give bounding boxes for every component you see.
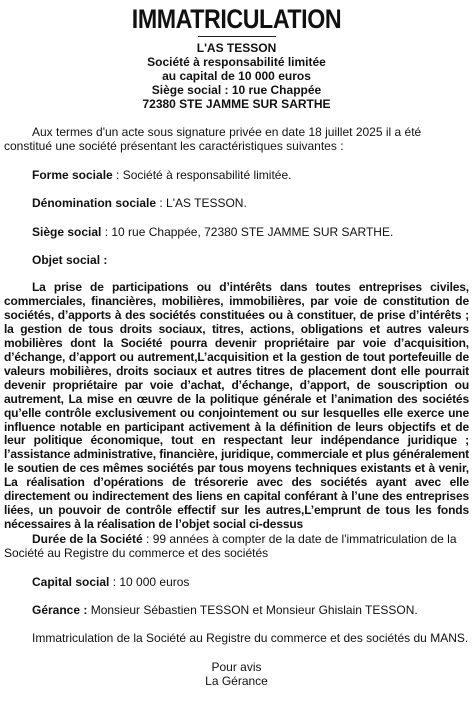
- legal-notice: [0, 4, 473, 721]
- duree-value: : 99 années à compter de la date de l'immatriculation de la Société au Registre du commerce et des sociétés: [4, 531, 457, 561]
- pour-avis: Pour avis: [211, 659, 262, 674]
- gerance-label: Gérance :: [32, 602, 88, 617]
- forme-sociale-value: : Société à responsabilité limitée.: [112, 167, 292, 182]
- duree-societe: [4, 532, 469, 561]
- siege-value: : 10 rue Chappée, 72380 STE JAMME SUR SARTHE.: [101, 224, 394, 239]
- immatriculation-statement: Immatriculation de la Société au Registre du commerce et des sociétés du MANS.: [32, 631, 469, 646]
- company-header: [4, 41, 469, 111]
- denomination-label: Dénomination sociale: [32, 196, 157, 211]
- gerance-value: Monsieur Sébastien TESSON et Monsieur Ghislain TESSON.: [87, 602, 418, 617]
- gerance: [4, 603, 469, 617]
- objet-label: Objet social :: [32, 253, 108, 268]
- company-capital: au capital de 10 000 euros: [162, 69, 311, 83]
- capital-label: Capital social: [32, 574, 110, 589]
- la-gerance: La Gérance: [205, 673, 268, 688]
- forme-sociale-label: Forme sociale: [32, 167, 113, 182]
- siege-social: [4, 225, 469, 239]
- capital-value: : 10 000 euros: [109, 574, 190, 589]
- duree-label: Durée de la Société: [32, 531, 143, 546]
- capital-social: [4, 575, 469, 589]
- company-form: Société à responsabilité limitée: [147, 55, 326, 69]
- objet-social-heading: [4, 253, 469, 267]
- forme-sociale: [4, 168, 469, 182]
- siege-label: Siège social: [32, 224, 102, 239]
- denomination-sociale: [4, 196, 469, 210]
- objet-social-text: La prise de participations ou d’intérêts dans toutes entreprises civiles, commerciales, financières, mobilières, immobilières, par voie de constitution de sociétés, d’apports à des sociétés constituées ou à constituer, de prise d’intérêts ; la gestion de tous droits sociaux, titres, actions, obligations et autres valeurs mobilières dont la Société pourra devenir propriétaire par voie d’acquisition, d’échange, d’apport ou autrement,L’acquisition et la gestion de tout portefeuille de valeurs mobilières, droits sociaux et autres titres de placement dont elle pourrait devenir propriétaire par voie d’achat, d’échange, d’apport, de souscription ou autrement, La mise en œuvre de la politique générale et l’animation des sociétés qu’elle contrôle exclusivement ou conjointement ou sur lesquelles elle exerce une influence notable en participant activement à la définition de leurs objectifs et de leur politique économique, tout en respectant leur indépendance juridique ; l’assistance administrative, financière, juridique, commerciale et plus généralement le soutien de ces mêmes sociétés par tous moyens techniques existants et à venir, La réalisation d’opérations de trésorerie avec des sociétés ayant avec elle directement ou indirectement des liens en capital conférant à l’une des entreprises liées, un pouvoir de contrôle effectif sur les autres,L’emprunt de tous les fonds nécessaires à la réalisation de l’objet social ci-dessus: [4, 280, 469, 531]
- intro-paragraph: Aux termes d'un acte sous signature privée en date 18 juillet 2025 il a été constitué une société présentant les caractéristiques suivantes :: [4, 125, 422, 154]
- company-address-street: Siège social : 10 rue Chappée: [151, 83, 322, 97]
- denomination-value: : L'AS TESSON.: [156, 196, 247, 211]
- notice-title: IMMATRICULATION: [131, 4, 342, 34]
- title-underline: [198, 36, 276, 37]
- company-address-city: 72380 STE JAMME SUR SARTHE: [142, 97, 331, 111]
- closing-signature: [4, 660, 469, 688]
- company-name: L'AS TESSON: [196, 41, 277, 55]
